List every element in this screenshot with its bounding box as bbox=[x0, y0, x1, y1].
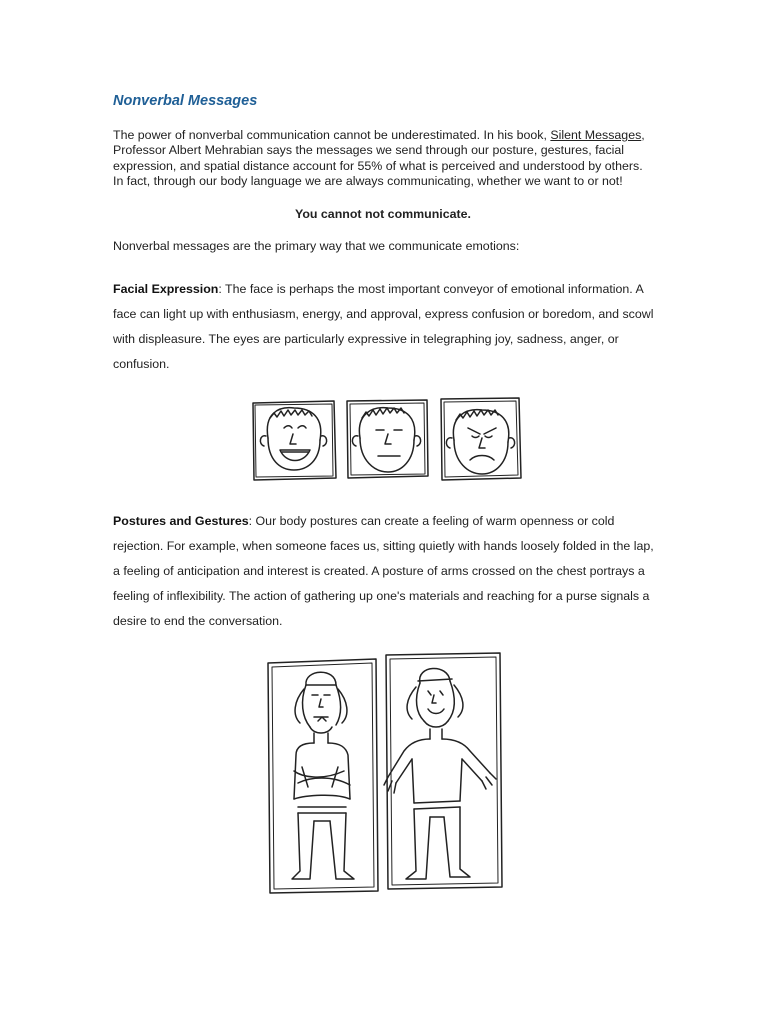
postures-gestures-heading: Postures and Gestures bbox=[113, 514, 249, 528]
faces-illustration bbox=[250, 396, 522, 482]
intro-text-start: The power of nonverbal communication cannot be underestimated. In his book, bbox=[113, 128, 551, 142]
facial-expression-text: : The face is perhaps the most important conveyor of emotional information. A face can light up with enthusiasm, energy, and approval, express confusion or boredom, and scowl with displeasure. The eyes are particularly expressive in telegraphing joy, sadness, anger, or confusion. bbox=[113, 282, 654, 371]
lead-sentence: Nonverbal messages are the primary way that we communicate emotions: bbox=[113, 239, 520, 253]
page-title: Nonverbal Messages bbox=[113, 93, 258, 109]
postures-gestures-text: : Our body postures can create a feeling of warm openness or cold rejection. For example, when someone faces us, sitting quietly with hands loosely folded in the lap, a feeling of anticipation and interest is created. A posture of arms crossed on the chest portrays a feeling of inflexibility. The action of gathering up one's materials and reaching for a purse signals a desire to end the conversation. bbox=[113, 514, 654, 628]
intro-paragraph bbox=[113, 128, 653, 189]
key-statement: You cannot not communicate. bbox=[294, 207, 471, 221]
open-arms-figure-icon bbox=[384, 653, 502, 889]
facial-expression-heading: Facial Expression bbox=[113, 282, 219, 296]
facial-expression-paragraph bbox=[113, 277, 655, 377]
angry-face-icon bbox=[441, 398, 521, 480]
postures-gestures-paragraph bbox=[113, 509, 655, 634]
postures-illustration bbox=[266, 651, 506, 897]
book-title: Silent Messages bbox=[550, 128, 642, 142]
crossed-arms-figure-icon bbox=[268, 659, 378, 893]
intro-text-end: , Professor Albert Mehrabian says the messages we send through our posture, gestures, facial expression, and spatial distance account for 55% of what is perceived and understood by others. In fact, through our body language we are always communicating, whether we want to or not! bbox=[113, 128, 645, 188]
happy-face-icon bbox=[253, 401, 336, 480]
neutral-face-icon bbox=[347, 400, 428, 478]
